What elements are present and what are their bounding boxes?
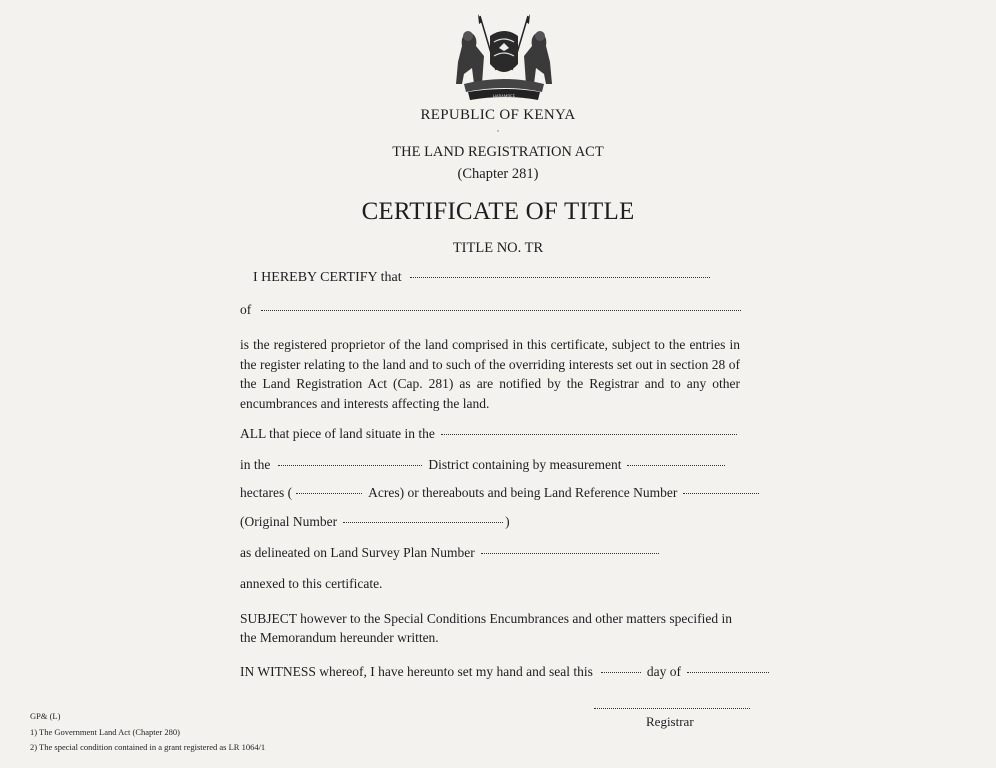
certificate-title: CERTIFICATE OF TITLE	[361, 198, 635, 225]
hectares-label: hectares (	[240, 485, 293, 500]
proprietor-name-field	[410, 276, 710, 278]
original-number-line	[240, 514, 510, 530]
separator-dot: ·	[496, 126, 500, 136]
district-line	[240, 457, 729, 473]
original-number-close: )	[505, 514, 510, 529]
svg-text:HARAMBEE: HARAMBEE	[492, 94, 516, 99]
footnote-1: 1) The Government Land Act (Chapter 280)	[30, 727, 180, 737]
situate-line	[240, 426, 741, 442]
day-field	[601, 671, 641, 673]
hectares-line	[240, 485, 763, 501]
survey-plan-label: as delineated on Land Survey Plan Number	[240, 545, 475, 560]
form-code: GP& (L)	[30, 711, 61, 721]
registrar-label: Registrar	[646, 714, 694, 729]
in-the-label: in the	[240, 457, 271, 472]
chapter-heading: (Chapter 281)	[457, 166, 539, 182]
day-of-label: day of	[646, 664, 682, 679]
month-field	[687, 671, 769, 673]
acres-label: Acres) or thereabouts and being Land Reference Number	[368, 485, 678, 500]
district-label: District containing by measurement	[428, 457, 622, 472]
survey-plan-line	[240, 545, 663, 561]
land-reference-field	[683, 492, 759, 494]
act-heading: THE LAND REGISTRATION ACT	[392, 144, 604, 160]
title-number: TITLE NO. TR	[452, 240, 544, 256]
subject-paragraph: SUBJECT however to the Special Conditions Encumbrances and other matters specified in the Memorandum hereunder written.	[240, 611, 733, 645]
of-label: of	[240, 302, 252, 317]
witness-label: IN WITNESS whereof, I have hereunto set my hand and seal this	[240, 664, 593, 679]
location-field	[278, 464, 422, 466]
original-number-label: (Original Number	[240, 514, 338, 529]
survey-plan-field	[481, 552, 659, 554]
witness-line	[240, 664, 773, 680]
situate-label: ALL that piece of land situate in the	[240, 426, 435, 441]
footnote-2: 2) The special condition contained in a grant registered as LR 1064/1	[30, 742, 266, 752]
kenya-coat-of-arms-emblem	[450, 12, 558, 104]
acres-field	[296, 492, 362, 494]
measurement-field	[627, 464, 725, 466]
proprietor-address-field	[261, 309, 741, 311]
certify-label: I HEREBY CERTIFY that	[253, 270, 402, 285]
certify-line	[253, 270, 714, 286]
annexed-line	[240, 576, 382, 592]
signature-line	[594, 707, 750, 709]
of-line	[240, 302, 745, 318]
situate-field	[441, 433, 737, 435]
republic-heading: REPUBLIC OF KENYA	[420, 107, 576, 123]
proprietor-paragraph: is the registered proprietor of the land comprised in this certificate, subject to the entries in the register relating to the land and to such of the overriding interests set out in section 28 of the Land Registration Act (Cap. 281) as are notified by the Registrar and to any other encumbrances and interests affecting the land.	[240, 337, 740, 411]
annexed-label: annexed to this certificate.	[240, 576, 383, 591]
original-number-field	[343, 521, 503, 523]
